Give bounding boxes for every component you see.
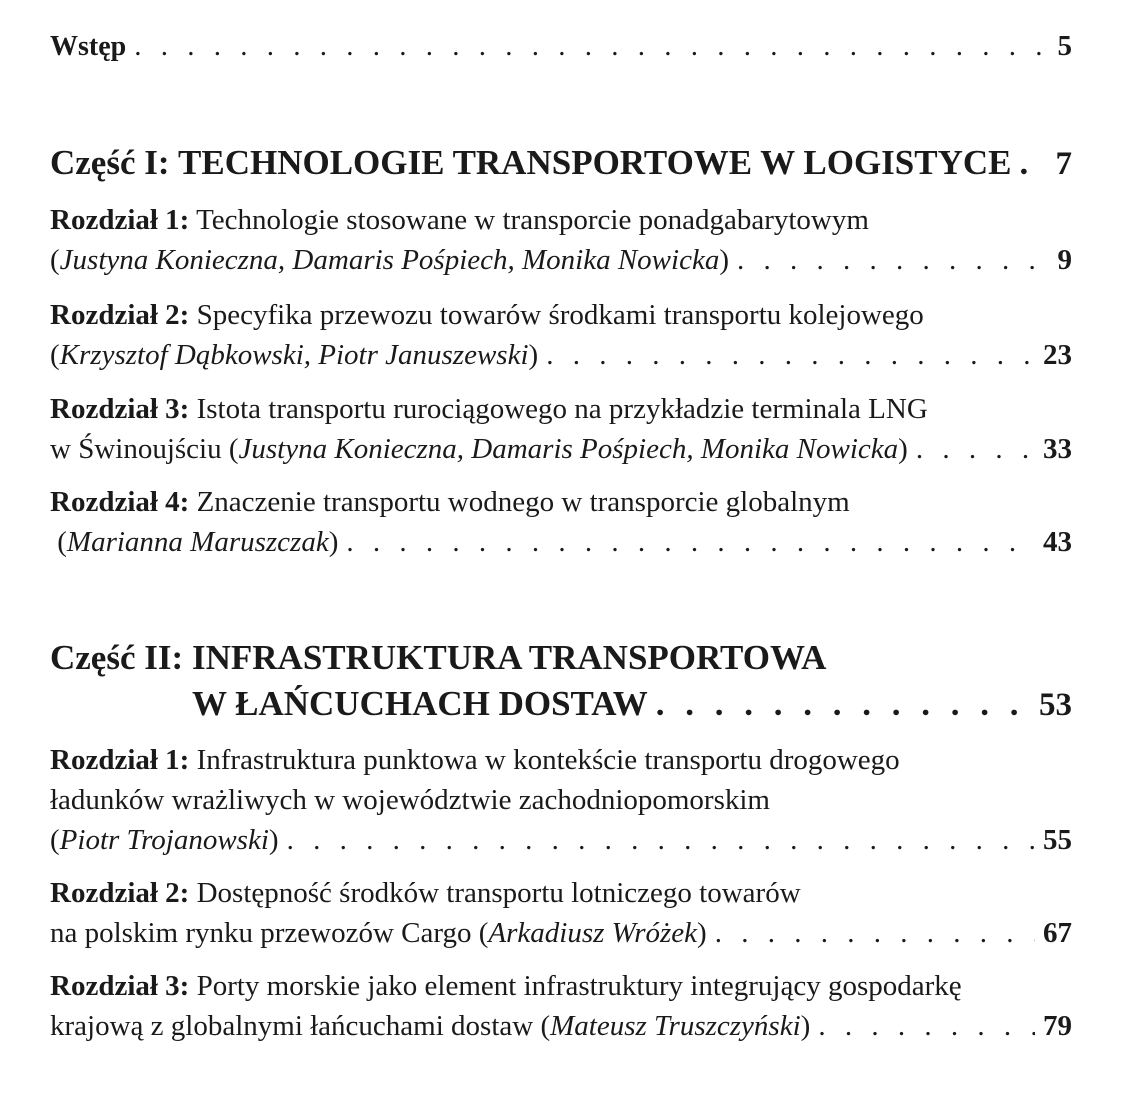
chapter-title-continued: w Świnoujściu (50, 433, 222, 465)
dot-leader (916, 429, 1035, 469)
part-1-label: Część I: (50, 143, 170, 182)
toc-entry-part1-chapter3[interactable]: Rozdział 3: Istota transportu rurociągowego na przykładzie terminala LNG w Świnoujściu (Justyna Konieczna, Damaris Pośpiech, Monika Nowicka) . . . 33 (50, 389, 1072, 469)
chapter-authors: Marianna Maruszczak (66, 526, 329, 558)
part-2-page-number: 53 (1039, 687, 1072, 723)
chapter-label: Rozdział 2: (50, 877, 190, 909)
chapter-authors: Justyna Konieczna, Damaris Pośpiech, Monika Nowicka (238, 433, 899, 465)
toc-entry-part1-chapter1[interactable]: Rozdział 1: Technologie stosowane w transporcie ponadgabarytowym (Justyna Konieczna, Damaris Pośpiech, Monika Nowicka) . . . 9 (50, 200, 1072, 280)
part-1-title: TECHNOLOGIE TRANSPORTOWE W LOGISTYCE (178, 143, 1012, 182)
dot-leader (656, 681, 1031, 727)
chapter-title: Dostępność środków transportu lotniczego towarów (196, 877, 801, 909)
dot-leader (1020, 140, 1048, 186)
part-1-heading[interactable] (50, 140, 1072, 187)
part-1-page-number: 7 (1055, 146, 1072, 182)
part-2-label: Część II: (50, 638, 184, 677)
chapter-label: Rozdział 3: (50, 970, 190, 1002)
dot-leader (134, 26, 1049, 66)
chapter-label: Rozdział 4: (50, 486, 190, 518)
part-2-title: INFRASTRUKTURA TRANSPORTOWA (192, 638, 827, 677)
dot-leader (737, 240, 1050, 280)
chapter-title-continued: na polskim rynku przewozów Cargo (50, 917, 472, 949)
chapter-title-continued: ładunków wrażliwych w województwie zachodniopomorskim (50, 784, 770, 816)
chapter-label: Rozdział 3: (50, 393, 190, 425)
dot-leader (287, 820, 1035, 860)
chapter-authors: Justyna Konieczna, Damaris Pośpiech, Monika Nowicka (59, 244, 720, 276)
chapter-authors: Krzysztof Dąbkowski, Piotr Januszewski (59, 339, 529, 371)
chapter-page-number: 55 (1043, 824, 1072, 856)
chapter-page-number: 9 (1057, 244, 1072, 276)
toc-entry-part1-chapter2[interactable]: Rozdział 2: Specyfika przewozu towarów środkami transportu kolejowego (Krzysztof Dąbkowski, Piotr Januszewski) . . . 23 (50, 295, 1072, 375)
chapter-authors: Arkadiusz Wróżek (488, 917, 698, 949)
chapter-title: Istota transportu rurociągowego na przykładzie terminala LNG (196, 393, 928, 425)
chapter-title: Technologie stosowane w transporcie ponadgabarytowym (196, 204, 869, 236)
chapter-title-continued: krajową z globalnymi łańcuchami dostaw (50, 1010, 534, 1042)
chapter-title: Znaczenie transportu wodnego w transporcie globalnym (196, 486, 850, 518)
chapter-page-number: 33 (1043, 433, 1072, 465)
dot-leader (346, 522, 1035, 562)
part-2-title-continued: W ŁAŃCUCHACH DOSTAW (192, 684, 648, 723)
chapter-title: Specyfika przewozu towarów środkami transportu kolejowego (196, 299, 924, 331)
chapter-label: Rozdział 2: (50, 299, 190, 331)
dot-leader (818, 1006, 1035, 1046)
toc-entry-intro[interactable] (50, 26, 1072, 67)
chapter-page-number: 23 (1043, 339, 1072, 371)
intro-page-number: 5 (1057, 30, 1072, 62)
toc-entry-part2-chapter2[interactable]: Rozdział 2: Dostępność środków transportu lotniczego towarów na polskim rynku przewozów Cargo (Arkadiusz Wróżek) . . . 67 (50, 873, 1072, 953)
chapter-label: Rozdział 1: (50, 204, 190, 236)
chapter-page-number: 43 (1043, 526, 1072, 558)
chapter-page-number: 79 (1043, 1010, 1072, 1042)
part-2-heading[interactable] (50, 635, 1072, 728)
chapter-title: Infrastruktura punktowa w kontekście transportu drogowego (196, 744, 900, 776)
chapter-authors: Piotr Trojanowski (59, 824, 269, 856)
chapter-label: Rozdział 1: (50, 744, 190, 776)
chapter-title: Porty morskie jako element infrastruktury integrujący gospodarkę (196, 970, 962, 1002)
chapter-authors: Mateusz Truszczyński (550, 1010, 801, 1042)
toc-entry-part2-chapter3[interactable]: Rozdział 3: Porty morskie jako element infrastruktury integrujący gospodarkę krajową z globalnymi łańcuchami dostaw (Mateusz Truszczyński) . . . 79 (50, 966, 1072, 1046)
chapter-page-number: 67 (1043, 917, 1072, 949)
toc-entry-part1-chapter4[interactable]: Rozdział 4: Znaczenie transportu wodnego w transporcie globalnym (Marianna Maruszczak) . . . 43 (50, 482, 1072, 562)
intro-title: Wstęp (50, 31, 127, 62)
toc-entry-part2-chapter1[interactable]: Rozdział 1: Infrastruktura punktowa w kontekście transportu drogowego ładunków wrażliwych w województwie zachodniopomorskim (Piotr Trojanowski) . . . 55 (50, 740, 1072, 860)
dot-leader (715, 913, 1035, 953)
dot-leader (546, 335, 1035, 375)
